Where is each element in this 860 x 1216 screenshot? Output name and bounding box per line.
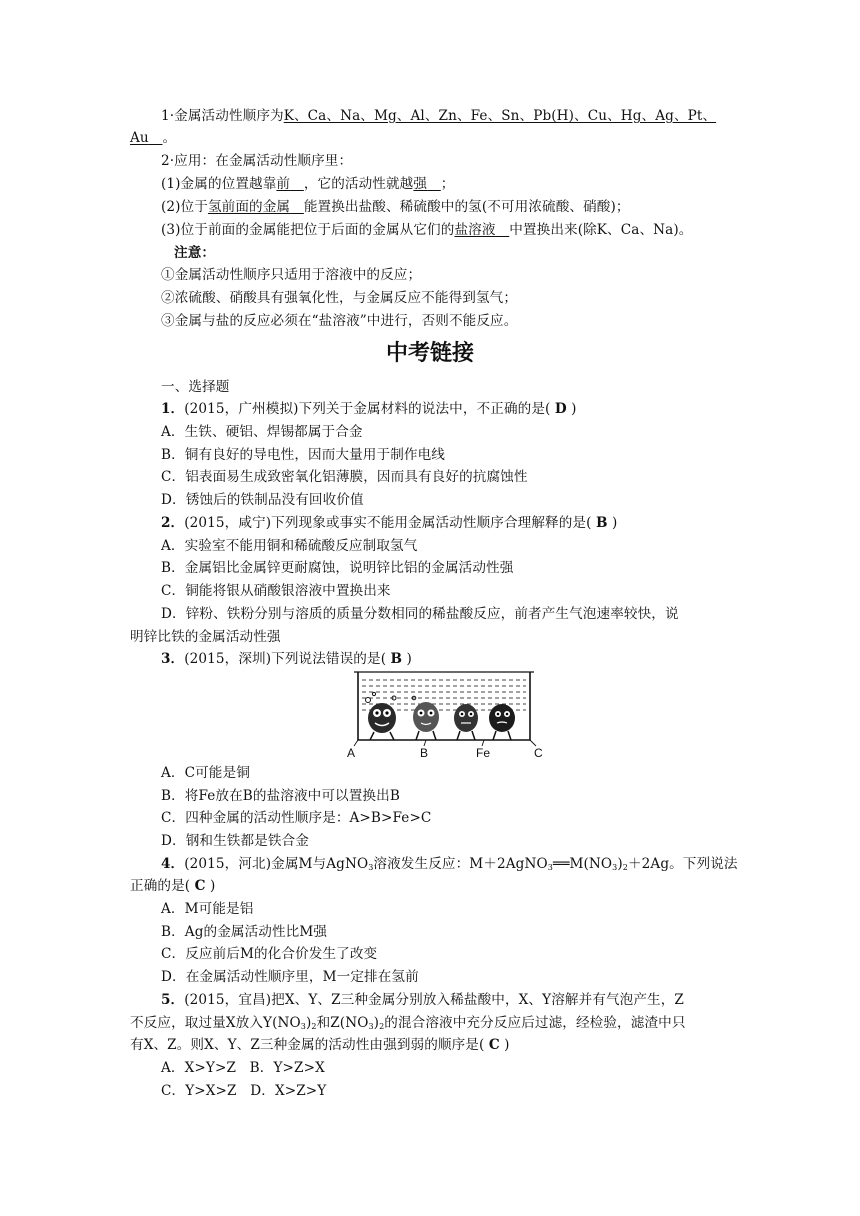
q3-option-d: D．钢和生铁都是铁合金 bbox=[161, 833, 309, 849]
metal-c-figure bbox=[489, 704, 515, 740]
question-2: 2．(2015，咸宁)下列现象或事实不能用金属活动性顺序合理解释的是( B ) bbox=[161, 515, 618, 531]
q2-option-d: D．锌粉、铁粉分别与溶质的质量分数相同的稀盐酸反应，前者产生气泡速率较快，说 bbox=[161, 606, 679, 622]
fig-label-fe: Fe bbox=[476, 746, 491, 760]
q3-option-b: B．将Fe放在B的盐溶液中可以置换出B bbox=[161, 788, 400, 804]
question-1: 1．(2015，广州模拟)下列关于金属材料的说法中，不正确的是( D ) bbox=[161, 401, 577, 417]
q2-option-d-cont: 明锌比铁的金属活动性强 bbox=[130, 629, 281, 645]
answer-2: B bbox=[595, 515, 608, 531]
q2-option-b: B．金属铝比金属锌更耐腐蚀，说明锌比铝的金属活动性强 bbox=[161, 560, 514, 576]
question-5: 5．(2015，宜昌)把X、Y、Z三种金属分别放入稀盐酸中，X、Y溶解并有气泡产生，Z bbox=[161, 992, 684, 1008]
q4-option-b: B．Ag的金属活动性比M强 bbox=[161, 924, 328, 940]
section-heading: 一、选择题 bbox=[161, 379, 230, 395]
q4-option-a: A．M可能是铝 bbox=[161, 901, 254, 917]
answer-1: D bbox=[554, 401, 567, 417]
rule-2: (2)位于氢前面的金属 能置换出盐酸、稀硫酸中的氢(不可用浓硫酸、硝酸)； bbox=[161, 199, 630, 215]
q3-option-a: A．C可能是铜 bbox=[161, 765, 250, 781]
question-4: 4．(2015，河北)金属M与AgNO$_3$溶液发生反应：$M+2AgNO_3══M(NO_3)_2+2Ag$。下列说法 bbox=[161, 856, 738, 872]
q1-option-d: D．锈蚀后的铁制品没有回收价值 bbox=[161, 492, 364, 508]
answer-activity-series: K、Ca、Na、Mg、Al、Zn、Fe、Sn、Pb(H)、Cu、Hg、Ag、Pt、 bbox=[283, 108, 717, 124]
q2-option-a: A．实验室不能用铜和稀硫酸反应制取氢气 bbox=[161, 538, 418, 554]
q5-options-row-1: A．X>Y>Z B．Y>Z>X bbox=[161, 1060, 325, 1076]
question-4-cont: 正确的是( C ) bbox=[130, 878, 216, 894]
note-3: ③金属与盐的反应必须在“盐溶液”中进行，否则不能反应。 bbox=[161, 313, 518, 329]
note-1: ①金属活动性顺序只适用于溶液中的反应； bbox=[161, 267, 422, 283]
q2-option-c: C．铜能将银从硝酸银溶液中置换出来 bbox=[161, 583, 391, 599]
question-5-cont: 不反应，取过量X放入$Y(NO_3)_2$和$Z(NO_3)_2$的混合溶液中充分反应后过滤，经检验，滤渣中只 bbox=[130, 1015, 686, 1031]
rule-3: (3)位于前面的金属能把位于后面的金属从它们的盐溶液 中置换出来(除K、Ca、Na)。 bbox=[161, 222, 693, 238]
q5-options-row-2: C．Y>X>Z D．X>Z>Y bbox=[161, 1083, 327, 1099]
metal-fe-figure bbox=[454, 704, 478, 740]
q4-option-d: D．在金属活动性顺序里，M一定排在氢前 bbox=[161, 969, 419, 985]
metal-b-figure bbox=[412, 696, 439, 740]
section-title: 中考链接 bbox=[385, 341, 474, 366]
answer-3: B bbox=[390, 651, 403, 667]
q1-option-c: C．铝表面易生成致密氧化铝薄膜，因而具有良好的抗腐蚀性 bbox=[161, 469, 528, 485]
question-5-cont-2: 有X、Z。则X、Y、Z三种金属的活动性由强到弱的顺序是( C ) bbox=[130, 1037, 510, 1053]
metal-a-figure bbox=[366, 692, 397, 740]
rule-1: (1)金属的位置越靠前 ，它的活动性就越强 ； bbox=[161, 176, 455, 192]
q3-option-c: C．四种金属的活动性顺序是：A>B>Fe>C bbox=[161, 810, 432, 826]
fig-label-a: A bbox=[347, 746, 356, 760]
point-2: 2·应用：在金属活动性顺序里： bbox=[161, 153, 353, 169]
metals-in-acid-figure bbox=[344, 668, 544, 760]
q1-option-a: A．生铁、硬铝、焊锡都属于合金 bbox=[161, 424, 363, 440]
answer-5: C bbox=[488, 1037, 500, 1053]
point-1: 1·金属活动性顺序为K、Ca、Na、Mg、Al、Zn、Fe、Sn、Pb(H)、Cu、Hg、Ag、Pt、 bbox=[161, 108, 717, 124]
point-1-cont: Au 。 bbox=[130, 130, 177, 146]
fig-label-c: C bbox=[534, 746, 543, 760]
q4-option-c: C．反应前后M的化合价发生了改变 bbox=[161, 946, 378, 962]
note-label: 注意： bbox=[174, 245, 216, 261]
answer-4: C bbox=[194, 878, 206, 894]
fig-label-b: B bbox=[420, 746, 429, 760]
question-3: 3．(2015，深圳)下列说法错误的是( B ) bbox=[161, 651, 412, 667]
note-2: ②浓硫酸、硝酸具有强氧化性，与金属反应不能得到氢气； bbox=[161, 290, 518, 306]
q1-option-b: B．铜有良好的导电性，因而大量用于制作电线 bbox=[161, 447, 445, 463]
